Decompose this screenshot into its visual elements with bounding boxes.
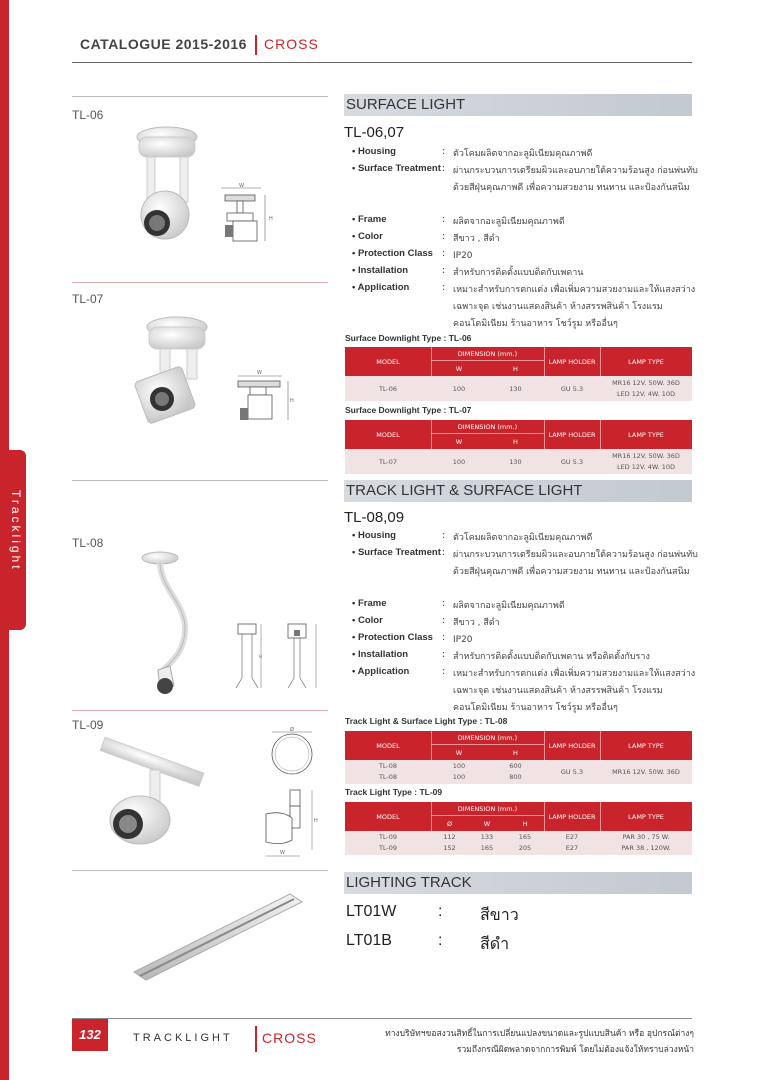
cell-lamp: LED 12V. 4W. 10D [616,390,676,398]
brand-logo: CROSS [264,36,319,52]
cell-o: 152 [443,844,456,852]
side-tab-label: Tracklight [9,490,23,572]
cell-h: 165 [518,833,532,841]
header-divider [600,802,601,831]
track-sep: : [438,903,443,920]
header-divider [544,347,545,376]
section-bar-surface-light [344,94,692,116]
header-divider [600,731,601,760]
cell-lamp: MR16 12V. 50W. 36D [612,452,680,460]
cell-model: TL-09 [378,844,398,852]
spec-list [352,530,697,717]
spec-colon: : [442,530,446,541]
track-code: LT01W [346,903,397,920]
header-divider [544,802,545,831]
col-h: H [513,365,518,373]
model-code: TL-08,09 [344,509,405,526]
spec-value: สำหรับการติดตั้งแบบติดกับเพดาน หรือติดตั้งกับราง [453,652,650,662]
tl08-h-label: H [259,654,263,659]
cell-w: 100 [452,385,466,393]
spec-value: ผลิตจากอะลูมิเนียมคุณภาพดี [453,601,565,611]
tl09-o-label: Ø [290,727,294,733]
tl09-w-label: W [280,850,285,856]
spec-value: สีขาว , สีดำ [453,618,500,628]
spec-colon: : [442,598,446,609]
spec-table-tl07 [345,420,692,474]
spec-value: ตัวโคมผลิตจากอะลูมิเนียมคุณภาพดี [453,149,593,159]
col-lamp: LAMP TYPE [628,431,664,439]
cell-w: 100 [452,458,466,466]
section-bar-lighting-track [344,872,692,894]
col-w: W [455,365,463,373]
spec-colon: : [442,231,446,242]
col-holder: LAMP HOLDER [548,431,596,439]
tl09-photo [100,740,230,860]
label-tl06: TL-06 [72,108,104,122]
table-row [345,831,692,855]
header-divider [600,420,601,449]
spec-value: ผลิตจากอะลูมิเนียมคุณภาพดี [453,217,565,227]
spec-colon: : [442,265,446,276]
spec-table-tl06 [345,347,692,401]
track-color: สีดำ [480,936,510,953]
spec-row [352,231,697,248]
divider [72,282,328,283]
cell-h: 800 [509,773,522,781]
footer-section-title: TRACKLIGHT [133,1032,233,1044]
header-divider [431,433,544,434]
table-header [345,802,692,831]
cell-model: TL-07 [378,458,398,466]
cell-model: TL-06 [378,385,398,393]
col-h: H [513,438,518,446]
col-holder: LAMP HOLDER [548,813,596,821]
label-tl08: TL-08 [72,536,104,550]
spec-key: • Frame [352,214,387,225]
header-divider [431,802,432,831]
footer-disclaimer: รวมถึงกรณีผิดพลาดจากการพิมพ์ โดยไม่ต้องแจ้งให้ทราบล่วงหน้า [456,1045,694,1055]
spec-value: สำหรับการติดตั้งแบบติดกับเพดาน [453,268,584,278]
footer-brand-logo: CROSS [262,1030,317,1046]
cell-holder: E27 [565,833,579,841]
spec-row [352,265,697,282]
table-title: Track Light & Surface Light Type : TL-08 [345,716,508,726]
cell-h: 205 [518,844,532,852]
table-row [345,449,692,474]
cell-o: 112 [443,833,456,841]
col-model: MODEL [376,813,400,821]
header-divider [431,815,544,816]
divider [72,480,328,481]
col-h: H [522,820,528,828]
col-model: MODEL [376,431,400,439]
col-w: W [455,749,463,757]
col-dimension: DIMENSION (mm.) [457,350,518,358]
spec-colon: : [442,163,446,174]
spec-colon: : [442,282,446,293]
spec-row [352,547,697,598]
table-row [345,760,692,784]
cell-lamp: LED 12V. 4W. 10D [616,463,676,471]
col-lamp: LAMP TYPE [628,358,664,366]
cell-w: 165 [480,844,494,852]
table-header [345,347,692,376]
header-divider [544,420,545,449]
col-h: H [513,749,518,757]
spec-value: เหมาะสำหรับการตกแต่ง เพื่อเพิ่มความสวยงามและให้แสงสว่างเฉพาะจุด เช่นงานแสดงสินค้า ห้างสรรพสินค้า โรงแรม คอนโดมิเนียม ร้านอาหาร โชว์รูม หรืออื่นๆ [453,669,696,713]
spec-key: • Color [352,231,383,242]
header-divider [600,347,601,376]
track-code: LT01B [346,932,392,949]
table-header [345,420,692,449]
spec-key: • Housing [352,530,396,541]
section-bar-track-light [344,480,692,502]
tl06-h-label: H [269,216,273,222]
track-sep: : [438,932,443,949]
col-lamp: LAMP TYPE [628,742,664,750]
section-title: LIGHTING TRACK [346,874,472,891]
header-divider [431,731,432,760]
col-o: Ø [446,820,453,828]
spec-colon: : [442,547,446,558]
header-rule [72,62,692,63]
spec-value: ตัวโคมผลิตจากอะลูมิเนียมคุณภาพดี [453,533,593,543]
tl06-w-label: W [239,183,244,189]
divider [72,710,328,711]
cell-holder: E27 [565,844,579,852]
label-tl07: TL-07 [72,292,104,306]
cell-model: TL-08 [378,773,398,781]
tl08-drawing-side [282,622,322,692]
spec-key: • Surface Treatment [352,547,441,558]
cell-holder: GU 5.3 [560,768,584,776]
col-dimension: DIMENSION (mm.) [457,734,518,742]
spec-key: • Protection Class [352,632,433,643]
col-w: W [455,438,463,446]
spec-row [352,666,697,717]
col-holder: LAMP HOLDER [548,358,596,366]
spec-row [352,163,697,214]
cell-lamp: MR16 12V. 50W. 36D [612,379,680,387]
spec-value: ผ่านกระบวนการเตรียมผิวและอบภายใต้ความร้อนสูง ก่อนพ่นทับด้วยสีฝุ่นคุณภาพดี เพื่อความสวยงาม ทนทาน และป้องกันสนิม [453,166,698,193]
tl08-drawing-front [232,622,264,692]
spec-key: • Application [352,666,410,677]
table-title: Surface Downlight Type : TL-06 [345,333,472,343]
cell-lamp: MR16 12V. 50W. 36D [612,768,680,776]
tl07-photo [132,315,222,425]
tl08-photo [130,548,220,698]
cell-model: TL-08 [378,762,398,770]
col-holder: LAMP HOLDER [548,742,596,750]
spec-colon: : [442,248,446,259]
col-model: MODEL [376,742,400,750]
tl09-drawing-top [268,728,318,778]
spec-row [352,530,697,547]
cell-w: 133 [480,833,494,841]
spec-key: • Protection Class [352,248,433,259]
track-color: สีขาว [480,907,519,924]
spec-colon: : [442,615,446,626]
col-w: W [483,820,491,828]
spec-key: • Surface Treatment [352,163,441,174]
spec-row [352,598,697,615]
page-header [72,36,692,62]
tl07-w-label: W [257,370,262,376]
spec-value: IP20 [453,635,473,645]
table-row [345,376,692,401]
spec-row [352,632,697,649]
tl07-h-label: H [290,398,294,404]
cell-h: 130 [509,458,522,466]
footer-disclaimer: ทางบริษัทฯขอสงวนสิทธิ์ในการเปลี่ยนแปลงขนาดและรูปแบบสินค้า หรือ อุปกรณ์ต่างๆ [385,1029,694,1039]
cell-h: 600 [509,762,522,770]
lighting-track-photo [130,880,305,990]
spec-row [352,214,697,231]
footer-rule [72,1018,692,1019]
model-code: TL-06,07 [344,124,405,141]
catalogue-title: CATALOGUE 2015-2016 [80,36,247,52]
header-divider [544,731,545,760]
spec-key: • Installation [352,265,409,276]
spec-list [352,146,697,333]
spec-colon: : [442,632,446,643]
spec-colon: : [442,666,446,677]
spec-row [352,615,697,632]
cell-model: TL-09 [378,833,398,841]
col-lamp: LAMP TYPE [628,813,664,821]
divider [72,870,328,871]
spec-value: IP20 [453,251,473,261]
tl06-photo [125,125,210,255]
header-divider [431,347,432,376]
table-header [345,731,692,760]
tl06-drawing [215,185,275,250]
page-number: 132 [72,1019,108,1051]
divider [72,96,328,97]
spec-key: • Installation [352,649,409,660]
tl09-drawing-side [262,790,320,860]
spec-key: • Application [352,282,410,293]
cell-h: 130 [509,385,522,393]
spec-value: สีขาว , สีดำ [453,234,500,244]
table-title: Track Light Type : TL-09 [345,787,443,797]
cell-w: 100 [452,773,466,781]
spec-key: • Color [352,615,383,626]
section-title: SURFACE LIGHT [346,96,466,113]
label-tl09: TL-09 [72,718,104,732]
header-divider [431,360,544,361]
footer-divider [255,1026,257,1052]
section-title: TRACK LIGHT & SURFACE LIGHT [346,482,583,499]
spec-value: เหมาะสำหรับการตกแต่ง เพื่อเพิ่มความสวยงามและให้แสงสว่างเฉพาะจุด เช่นงานแสดงสินค้า ห้างสรรพสินค้า โรงแรม คอนโดมิเนียม ร้านอาหาร โชว์รูม หรืออื่นๆ [453,285,696,329]
cell-lamp: PAR 38 , 120W. [621,844,671,852]
spec-row [352,282,697,333]
header-divider [431,744,544,745]
header-divider [431,420,432,449]
table-title: Surface Downlight Type : TL-07 [345,405,472,415]
spec-colon: : [442,649,446,660]
brand-divider [255,35,257,55]
spec-key: • Frame [352,598,387,609]
tl09-h-label: H [314,818,318,824]
cell-w: 100 [452,762,466,770]
spec-row [352,248,697,265]
col-model: MODEL [376,358,400,366]
col-dimension: DIMENSION (mm.) [457,805,518,813]
cell-lamp: PAR 30 , 75 W. [622,833,670,841]
spec-table-tl08 [345,731,692,784]
tl07-drawing [236,372,296,432]
spec-colon: : [442,146,446,157]
spec-key: • Housing [352,146,396,157]
spec-value: ผ่านกระบวนการเตรียมผิวและอบภายใต้ความร้อนสูง ก่อนพ่นทับด้วยสีฝุ่นคุณภาพดี เพื่อความสวยงาม ทนทาน และป้องกันสนิม [453,550,698,577]
spec-row [352,146,697,163]
cell-holder: GU 5.3 [560,458,584,466]
spec-table-tl09 [345,802,692,855]
col-dimension: DIMENSION (mm.) [457,423,518,431]
cell-holder: GU 5.3 [560,385,584,393]
spec-colon: : [442,214,446,225]
spec-row [352,649,697,666]
